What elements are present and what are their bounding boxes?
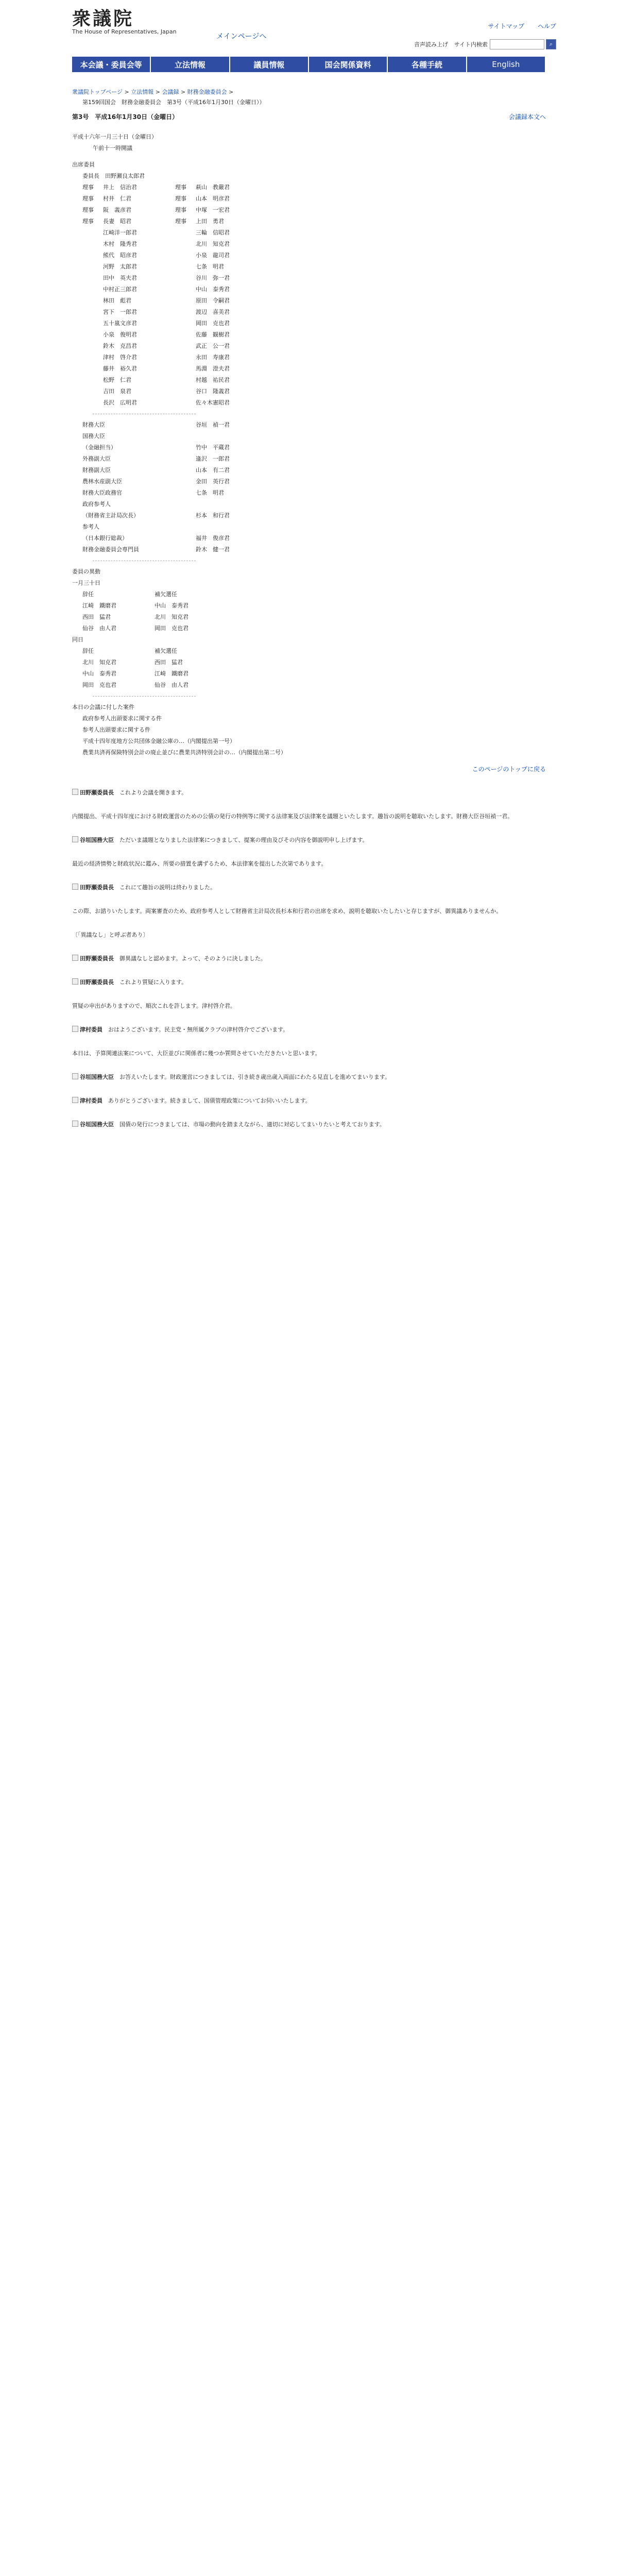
member-name: 武正 公一君 [196, 343, 230, 349]
speech [72, 1047, 546, 1060]
site-search [454, 39, 556, 49]
member-role: 理事 [175, 218, 186, 225]
member-name: 井上 信治君 [103, 184, 137, 191]
member-row [72, 363, 546, 375]
speech [72, 953, 546, 965]
member-row [72, 295, 546, 307]
appointed-member: 仙谷 由人君 [154, 682, 188, 688]
official-title: 財務副大臣 [82, 467, 111, 473]
member-row [72, 250, 546, 261]
official-row [72, 544, 546, 555]
speech [72, 929, 546, 941]
agenda-list [72, 713, 546, 758]
speaker-name: 谷垣国務大臣 [80, 1121, 114, 1128]
speech [72, 1000, 546, 1012]
member-row [72, 375, 546, 386]
resign-label: 辞任 [82, 648, 94, 654]
officials-list [72, 419, 546, 555]
official-row [72, 453, 546, 465]
member-name: 木村 隆秀君 [103, 241, 137, 247]
official-row [72, 442, 546, 453]
change-row [72, 668, 546, 680]
speech-text: これより質疑に入ります。 [119, 979, 187, 986]
official-row [72, 533, 546, 544]
same-day: 同日 [72, 636, 83, 643]
speech [72, 1095, 546, 1107]
member-name: 馬淵 澄夫君 [196, 365, 230, 372]
chair-line: 委員長 田野瀬良太郎君 [82, 173, 145, 179]
member-row [72, 216, 546, 227]
speech [72, 905, 546, 918]
nav-members[interactable]: 議員情報 [230, 57, 309, 72]
site-logo[interactable] [72, 4, 177, 35]
member-row [72, 205, 546, 216]
resigned-member: 江崎 鐵磨君 [82, 602, 116, 609]
speeches [72, 787, 546, 1131]
speech-text: これより会議を開きます。 [119, 789, 187, 796]
speech-text: 御異議なしと認めます。よって、そのように決しました。 [119, 955, 266, 962]
speech-text: 〔「異議なし」と呼ぶ者あり〕 [72, 931, 149, 938]
member-name: 中村正三郎君 [103, 286, 137, 293]
utility-links [476, 22, 556, 30]
changes-header [72, 589, 546, 600]
official-title: 財務金融委員会専門員 [82, 546, 139, 553]
nav-committees[interactable]: 本会議・委員会等 [72, 57, 151, 72]
member-role: 理事 [82, 207, 94, 213]
official-title: （財務省主計局次長） [82, 512, 139, 519]
speech-text: 国債の発行につきましては、市場の動向を踏まえながら、適切に対応してまいりたいと考えております。 [119, 1121, 385, 1128]
read-aloud-link[interactable]: 音声読み上げ [414, 41, 448, 48]
speech-marker-icon [72, 836, 78, 842]
speech [72, 882, 546, 894]
main-content [72, 77, 546, 1131]
appointed-member: 岡田 克也君 [154, 625, 188, 632]
resigned-member: 北川 知克君 [82, 659, 116, 666]
time-line: 午前十一時開議 [93, 145, 132, 151]
member-row [72, 193, 546, 205]
speech-text: 本日は、予算関連法案について、大臣並びに関係者に幾つか質問させていただきたいと思います。 [72, 1050, 321, 1057]
issue-number: 第3号 平成16年1月30日（金曜日） [72, 113, 179, 121]
member-role: 理事 [175, 195, 186, 202]
logo-text: 衆議院 [72, 8, 134, 29]
speech [72, 1071, 546, 1083]
change-row [72, 680, 546, 691]
changes-date: 一月三十日 [72, 580, 100, 586]
resigned-member: 西田 猛君 [82, 614, 111, 620]
search-button[interactable] [546, 39, 556, 49]
appointed-member: 中山 泰秀君 [154, 602, 188, 609]
speech-text: 質疑の申出がありますので、順次これを許します。津村啓介君。 [72, 1003, 236, 1009]
member-name: 宮下 一郎君 [103, 309, 137, 315]
change-row [72, 657, 546, 668]
meeting-title: 第159回国会 財務金融委員会 第3号（平成16年1月30日（金曜日）） [82, 99, 265, 106]
member-name: 長沢 広明君 [103, 399, 137, 406]
agenda-item: 農業共済再保険特別会計の廃止並びに農業共済特別会計の…（内閣提出第二号） [82, 749, 286, 756]
speech-marker-icon [72, 884, 78, 890]
members-list [72, 182, 546, 409]
member-row [72, 273, 546, 284]
member-role: 理事 [82, 218, 94, 225]
main-page-link[interactable]: メインページへ [216, 32, 267, 41]
member-name: 村越 祐民君 [196, 377, 230, 383]
member-name: 河野 太郎君 [103, 263, 137, 270]
site-header [0, 0, 618, 46]
speech [72, 787, 546, 799]
member-row [72, 386, 546, 397]
search-label: サイト内検索 [454, 41, 488, 48]
nav-materials[interactable]: 国会関係資料 [309, 57, 388, 72]
member-row [72, 239, 546, 250]
fill-label: 補欠選任 [154, 648, 177, 654]
fill-label: 補欠選任 [154, 591, 177, 598]
changes-header-2 [72, 646, 546, 657]
official-name: 竹中 平蔵君 [196, 444, 230, 451]
member-name: 七条 明君 [196, 263, 224, 270]
member-row [72, 261, 546, 273]
speech-text: これにて趣旨の説明は終わりました。 [119, 884, 216, 891]
speech [72, 834, 546, 846]
official-row [72, 465, 546, 476]
official-title: 財務大臣 [82, 421, 105, 428]
breadcrumb: 衆議院トップページ > 立法情報 > 会議録 > 財務金融委員会 > [72, 89, 234, 95]
speech-text: お答えいたします。財政運営につきましては、引き続き歳出歳入両面にわたる見直しを進めてまいります。 [119, 1074, 391, 1080]
speech-text: ありがとうございます。続きまして、国債管理政策についてお伺いいたします。 [108, 1097, 311, 1104]
official-title: 参考人 [82, 523, 99, 530]
member-role: 理事 [175, 184, 186, 191]
official-title: 財務大臣政務官 [82, 489, 122, 496]
speech-marker-icon [72, 955, 78, 961]
member-name: 林田 彪君 [103, 297, 131, 304]
member-row [72, 352, 546, 363]
official-name: 金田 英行君 [196, 478, 230, 485]
member-name: 佐藤 観樹君 [196, 331, 230, 338]
speaker-name: 田野瀬委員長 [80, 979, 114, 986]
speech [72, 1118, 546, 1131]
speech-text: 最近の経済情勢と財政状況に鑑み、所要の措置を講ずるため、本法律案を提出した次第であります。 [72, 860, 327, 867]
member-row [72, 307, 546, 318]
agenda-item: 政府参考人出頭要求に関する件 [82, 715, 162, 722]
member-name: 山本 明彦君 [196, 195, 230, 202]
agenda-title: 本日の会議に付した案件 [72, 704, 134, 710]
member-role: 理事 [82, 195, 94, 202]
member-name: 萩山 教嚴君 [196, 184, 230, 191]
change-row [72, 612, 546, 623]
speech-marker-icon [72, 1121, 78, 1127]
change-row [72, 623, 546, 634]
member-name: 熊代 昭彦君 [103, 252, 137, 259]
member-name: 吉田 泉君 [103, 388, 131, 395]
member-name: 江崎洋一郎君 [103, 229, 137, 236]
member-name: 藤井 裕久君 [103, 365, 137, 372]
member-name: 佐々木憲昭君 [196, 399, 230, 406]
member-name: 永田 寿康君 [196, 354, 230, 361]
official-row [72, 487, 546, 499]
resigned-member: 岡田 克也君 [82, 682, 116, 688]
member-role: 理事 [175, 207, 186, 213]
speech-marker-icon [72, 1073, 78, 1079]
toc-link[interactable]: 会議録本文へ [508, 113, 546, 121]
member-row [72, 329, 546, 341]
divider [93, 696, 196, 697]
official-title: 国務大臣 [82, 433, 105, 439]
breadcrumb-minutes[interactable]: 会議録 [162, 89, 179, 95]
official-name: 谷垣 禎一君 [196, 421, 230, 428]
appointed-member: 江崎 鐵磨君 [154, 670, 188, 677]
speaker-name: 田野瀬委員長 [80, 955, 114, 962]
official-row [72, 476, 546, 487]
member-row [72, 284, 546, 295]
help-link[interactable]: ヘルプ [537, 23, 556, 30]
speaker-name: 田野瀬委員長 [80, 789, 114, 796]
member-name: 谷口 隆義君 [196, 388, 230, 395]
speech-marker-icon [72, 1097, 78, 1103]
official-title: 政府参考人 [82, 501, 111, 507]
speech-marker-icon [72, 978, 78, 985]
speaker-name: 津村委員 [80, 1026, 102, 1033]
speaker-name: 田野瀬委員長 [80, 884, 114, 891]
member-name: 津村 啓介君 [103, 354, 137, 361]
member-row [72, 341, 546, 352]
logo-english: The House of Representatives, Japan [72, 28, 177, 35]
site-map-link[interactable]: サイトマップ [488, 23, 525, 30]
official-title: 外務副大臣 [82, 455, 111, 462]
agenda-item: 参考人出頭要求に関する件 [82, 726, 150, 733]
speech-marker-icon [72, 1026, 78, 1032]
back-to-top-link[interactable]: このページのトップに戻る [472, 766, 546, 773]
member-role: 理事 [82, 184, 94, 191]
speech-marker-icon [72, 789, 78, 795]
changes-list [72, 600, 546, 634]
resigned-member: 中山 泰秀君 [82, 670, 116, 677]
speech [72, 858, 546, 870]
official-title: （金融担当） [82, 444, 116, 451]
speaker-name: 谷垣国務大臣 [80, 1074, 114, 1080]
member-name: 渡辺 喜美君 [196, 309, 230, 315]
attendees-label: 出席委員 [72, 161, 95, 168]
member-name: 小泉 俊明君 [103, 331, 137, 338]
official-name: 逢沢 一郎君 [196, 455, 230, 462]
appointed-member: 西田 猛君 [154, 659, 183, 666]
breadcrumb-legislation[interactable]: 立法情報 [131, 89, 154, 95]
official-row [72, 419, 546, 431]
speech-text: ただいま議題となりました法律案につきまして、提案の理由及びその内容を御説明申し上げます。 [119, 837, 368, 843]
member-row [72, 182, 546, 193]
nav-english[interactable]: English [467, 57, 546, 72]
member-name: 谷川 弥一君 [196, 275, 230, 281]
official-row [72, 510, 546, 521]
search-icon: ⌕ [549, 41, 553, 47]
speech-text: この際、お諮りいたします。両案審査のため、政府参考人として財務省主計局次長杉本和行君の出席を求め、説明を聴取いたしたいと存じますが、御異議ありませんか。 [72, 908, 502, 914]
minutes-header [72, 131, 546, 775]
official-name: 福井 俊彦君 [196, 535, 230, 541]
official-name: 七条 明君 [196, 489, 224, 496]
official-row [72, 521, 546, 533]
nav-procedures[interactable]: 各種手続 [388, 57, 467, 72]
official-name: 杉本 和行君 [196, 512, 230, 519]
member-name: 五十嵐文彦君 [103, 320, 137, 327]
appointed-member: 北川 知克君 [154, 614, 188, 620]
official-row [72, 431, 546, 442]
official-title: 農林水産副大臣 [82, 478, 122, 485]
official-title: （日本銀行総裁） [82, 535, 128, 541]
search-input[interactable] [490, 39, 544, 49]
member-name: 三輪 信昭君 [196, 229, 230, 236]
date-line: 平成十六年一月三十日（金曜日） [72, 133, 157, 140]
speech [72, 976, 546, 989]
member-name: 長妻 昭君 [103, 218, 131, 225]
speaker-name: 谷垣国務大臣 [80, 837, 114, 843]
member-name: 田中 英夫君 [103, 275, 137, 281]
member-name: 中山 泰秀君 [196, 286, 230, 293]
nav-legislation[interactable]: 立法情報 [151, 57, 230, 72]
member-name: 中塚 一宏君 [196, 207, 230, 213]
speech-text: おはようございます。民主党・無所属クラブの津村啓介でございます。 [108, 1026, 289, 1033]
breadcrumb-home[interactable]: 衆議院トップページ [72, 89, 123, 95]
breadcrumb-committee[interactable]: 財務金融委員会 [187, 89, 227, 95]
member-name: 鈴木 克昌君 [103, 343, 137, 349]
member-name: 岡田 克也君 [196, 320, 230, 327]
speech [72, 810, 546, 823]
member-name: 松野 仁君 [103, 377, 131, 383]
speaker-name: 津村委員 [80, 1097, 102, 1104]
main-nav [72, 57, 546, 72]
member-name: 村井 仁君 [103, 195, 131, 202]
official-name: 鈴木 健一君 [196, 546, 230, 553]
member-name: 阪 義彦君 [103, 207, 131, 213]
resigned-member: 仙谷 由人君 [82, 625, 116, 632]
changes-label: 委員の異動 [72, 568, 100, 575]
changes-list-2 [72, 657, 546, 691]
member-name: 小泉 龍司君 [196, 252, 230, 259]
official-name: 山本 有二君 [196, 467, 230, 473]
member-name: 北川 知克君 [196, 241, 230, 247]
member-name: 原田 令嗣君 [196, 297, 230, 304]
agenda-item: 平成十四年度地方公共団体金融公庫の…（内閣提出第一号） [82, 738, 235, 744]
official-row [72, 499, 546, 510]
member-row [72, 318, 546, 329]
member-name: 上田 勇君 [196, 218, 224, 225]
speech-text: 内閣提出、平成十四年度における財政運営のための公債の発行の特例等に関する法律案及び法律案を議題といたします。趣旨の説明を聴取いたします。財務大臣谷垣禎一君。 [72, 813, 513, 820]
resign-label: 辞任 [82, 591, 94, 598]
speech [72, 1024, 546, 1036]
member-row [72, 397, 546, 409]
change-row [72, 600, 546, 612]
member-row [72, 227, 546, 239]
